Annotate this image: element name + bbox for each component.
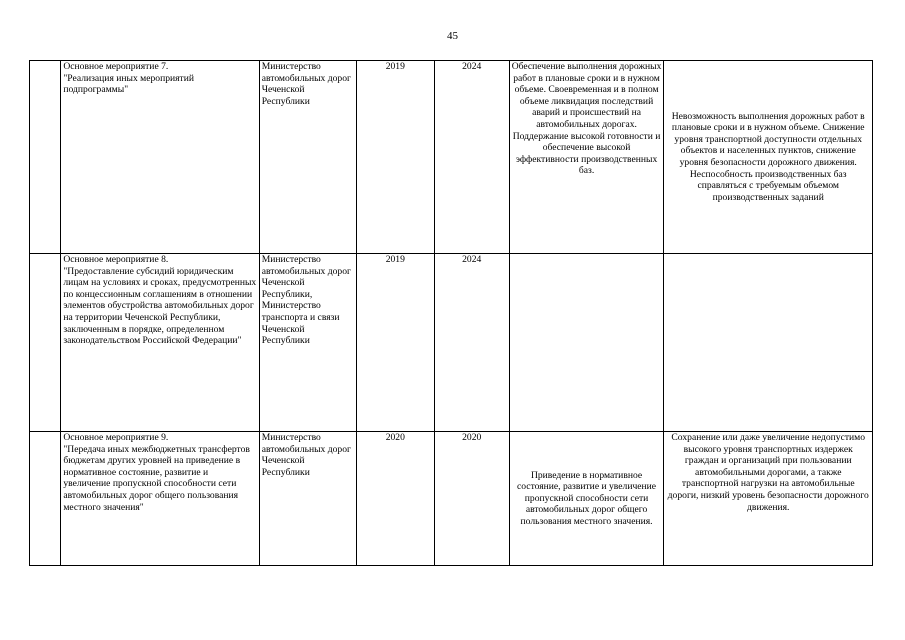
result-cell [509,432,664,566]
start-year-cell [356,61,434,254]
end-year-cell [434,61,509,254]
row-number-cell [30,61,61,254]
result-text: Приведение в нормативное состояние, развитие и увеличение пропускной способности сети автомобильных дорог общего пользования местного значения. [517,469,657,527]
result-cell [509,61,664,254]
measures-table [29,60,873,566]
event-text: Основное мероприятие 9. "Передача иных межбюджетных трансфертов бюджетам других уровней на приведение в нормативное состояние, развитие и увеличение пропускной способности сети автомобильных дорог общего пользования местного значения" [63,432,250,513]
end-year-cell [434,432,509,566]
start-year-cell [356,254,434,432]
responsible-text: Министерство автомобильных дорог Чеченской Республики, Министерство транспорта и связи Чеченской Республики [261,254,351,347]
start-year: 2020 [385,432,405,443]
responsible-cell [259,432,356,566]
start-year: 2019 [385,254,405,265]
event-text: Основное мероприятие 8. "Предоставление субсидий юридическим лицам на условиях и сроках, предусмотренных по концессионным соглашениям в отношении элементов обустройства автомобильных дорог на территории Чеченской Республики, заключенным в порядке, определенном законодательством Российской Федерации" [63,254,257,347]
consequence-cell [664,61,873,254]
consequence-text: Невозможность выполнения дорожных работ в плановые сроки и в нужном объеме. Снижение уровня транспортной доступности отдельных объектов и населенных пунктов, снижение уровня безопасности дорожного движения. Неспособность производственных баз справляться с требуемым объемом производственных заданий [671,110,865,203]
end-year: 2024 [462,254,482,265]
start-year-cell [356,432,434,566]
event-text: Основное мероприятие 7. "Реализация иных мероприятий подпрограммы" [63,61,195,96]
event-cell [61,432,259,566]
responsible-text: Министерство автомобильных дорог Чеченской Республики [261,432,351,478]
table-row [30,254,873,432]
end-year: 2020 [462,432,482,443]
consequence-cell [664,254,873,432]
event-cell [61,254,259,432]
result-text: Обеспечение выполнения дорожных работ в плановые сроки и в нужном объеме. Своевременная и в полном объеме ликвидация последствий аварий и происшествий на автомобильных дорогах. Поддержание высокой готовности и обеспечение высокой эффективности производственных баз. [511,61,662,177]
start-year: 2019 [385,61,405,72]
row-number-cell [30,432,61,566]
table-row [30,432,873,566]
responsible-text: Министерство автомобильных дорог Чеченской Республики [261,61,351,107]
consequence-text: Сохранение или даже увеличение недопустимо высокого уровня транспортных издержек граждан и организаций при пользовании автомобильными дорогами, а также транспортной нагрузки на автомобильные дороги, низкий уровень безопасности дорожного движения. [667,432,869,513]
row-number-cell [30,254,61,432]
page-number: 45 [447,30,458,42]
responsible-cell [259,61,356,254]
table-row [30,61,873,254]
consequence-cell [664,432,873,566]
result-cell [509,254,664,432]
end-year: 2024 [462,61,482,72]
responsible-cell [259,254,356,432]
event-cell [61,61,259,254]
end-year-cell [434,254,509,432]
